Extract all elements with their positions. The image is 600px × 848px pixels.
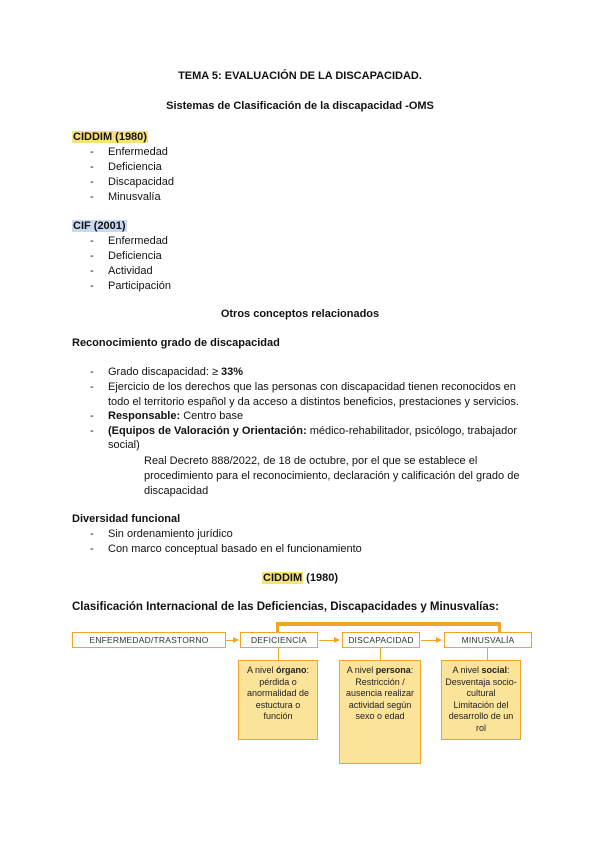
decreto-line-3: discapacidad (144, 485, 209, 497)
card-organo-post: : pérdida o anormalidad de estuctura o función (246, 665, 310, 721)
diversidad-heading (72, 513, 180, 525)
box-deficiencia (240, 632, 318, 648)
connector-2 (380, 648, 381, 660)
list-item-text: Deficiencia (108, 161, 162, 173)
ejercicio-line-2: todo el territorio español y da acceso a distintos beneficios, prestaciones y servicios. (108, 396, 519, 408)
decreto-line-1: Real Decreto 888/2022, de 18 de octubre, por el que se establece el (144, 455, 478, 467)
clasificacion-heading-text: Clasificación Internacional de las Deficiencias, Discapacidades y Minusvalías: (72, 601, 499, 613)
responsable-label: Responsable: (108, 410, 181, 422)
ciddim-heading (72, 131, 148, 143)
list-item-text: Con marco conceptual basado en el funcionamiento (108, 543, 362, 555)
bracket-left (276, 622, 279, 632)
ciddim-heading-text: CIDDIM (1980) (73, 131, 147, 143)
otros-conceptos-heading (0, 308, 600, 320)
box-enfermedad (72, 632, 226, 648)
card-organo-pre: A nivel (246, 665, 276, 675)
page-title-text: TEMA 5: EVALUACIÓN DE LA DISCAPACIDAD. (178, 70, 422, 82)
list-item-text: Discapacidad (108, 176, 175, 188)
page-subtitle-text: Sistemas de Clasificación de la discapacidad -OMS (166, 100, 434, 112)
bracket-right (498, 622, 501, 632)
ciddim-center-heading (0, 572, 600, 584)
card-persona-post: : Restricción / ausencia realizar actividad según sexo o edad (345, 665, 415, 721)
arrow-2 (319, 640, 335, 641)
list-item-text: Sin ordenamiento jurídico (108, 528, 233, 540)
reconocimiento-heading-text: Reconocimiento grado de discapacidad (72, 337, 280, 349)
otros-conceptos-text: Otros conceptos relacionados (220, 308, 380, 320)
decreto-line-2: procedimiento para el reconocimiento, declaración y calificación del grado de (144, 470, 520, 482)
connector-3 (487, 648, 488, 660)
card-organo (238, 660, 318, 740)
card-social-pre: A nivel (452, 665, 482, 675)
card-social (441, 660, 521, 740)
box-discapacidad-label: DISCAPACIDAD (348, 635, 414, 645)
card-persona-pre: A nivel (346, 665, 376, 675)
box-discapacidad (342, 632, 420, 648)
cif-heading-text: CIF (2001) (73, 220, 126, 232)
card-persona (339, 660, 421, 764)
ciddim-center-rest: (1980) (303, 572, 338, 584)
ejercicio-line-1: Ejercicio de los derechos que las personas con discapacidad tienen reconocidos en (108, 381, 516, 393)
page-title (0, 70, 600, 82)
equipos-label: (Equipos de Valoración y Orientación: (108, 425, 307, 437)
card-social-bold: social (481, 665, 508, 675)
grado-value: 33% (221, 366, 244, 378)
connector-1 (278, 648, 279, 660)
list-item-text: Actividad (108, 265, 153, 277)
card-organo-bold: órgano (276, 665, 307, 675)
box-deficiencia-label: DEFICIENCIA (250, 635, 308, 645)
reconocimiento-heading (72, 337, 280, 349)
diversidad-heading-text: Diversidad funcional (72, 513, 181, 525)
responsable-value: Centro base (180, 410, 244, 422)
list-item-text: Enfermedad (108, 235, 168, 247)
box-minusvalia-label: MINUSVALÍA (461, 635, 515, 645)
cif-heading (72, 220, 127, 232)
arrow-1 (226, 640, 234, 641)
equipos-line-2: social) (108, 439, 140, 451)
page-subtitle (0, 100, 600, 112)
list-item-text: Enfermedad (108, 146, 168, 158)
ciddim-center-hl: CIDDIM (263, 572, 303, 584)
box-enfermedad-label: ENFERMEDAD/TRASTORNO (89, 635, 209, 645)
box-minusvalia (444, 632, 532, 648)
list-item-text: Participación (108, 280, 171, 292)
card-persona-bold: persona (375, 665, 411, 675)
bracket-line (276, 622, 500, 626)
list-item-text: Minusvalía (108, 191, 161, 203)
arrow-3 (421, 640, 437, 641)
equipos-value: médico-rehabilitador, psicólogo, trabajador (306, 425, 517, 437)
card-social-post: : Desventaja socio-cultural Limitación del desarrollo de un rol (445, 665, 517, 733)
grado-label: Grado discapacidad: ≥ (108, 366, 222, 378)
list-item-text: Deficiencia (108, 250, 162, 262)
clasificacion-heading (72, 601, 499, 613)
